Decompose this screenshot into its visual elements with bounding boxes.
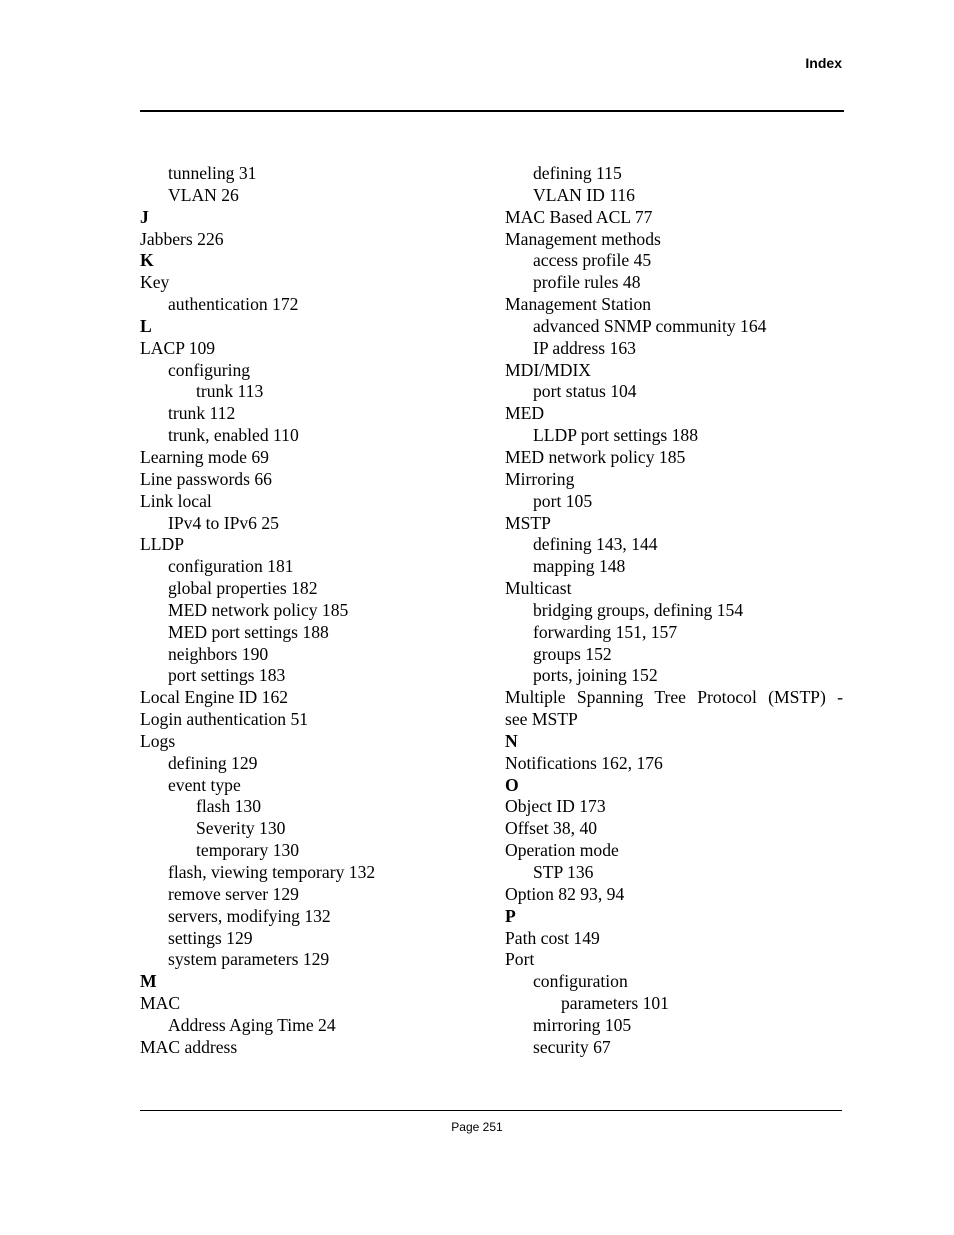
index-entry: forwarding 151, 157	[533, 621, 678, 642]
index-entry: advanced SNMP community 164	[533, 315, 767, 336]
index-entry: configuration 181	[168, 556, 294, 577]
index-entry: ports, joining 152	[533, 665, 658, 686]
index-entry: VLAN 26	[168, 184, 239, 205]
index-column-left	[140, 163, 480, 1059]
index-entry: servers, modifying 132	[168, 905, 331, 926]
index-entry: Address Aging Time 24	[168, 1014, 336, 1035]
index-letter-heading: K	[140, 250, 154, 271]
index-entry: port settings 183	[168, 665, 286, 686]
index-entry: MAC Based ACL 77	[505, 206, 653, 227]
index-entry: security 67	[533, 1036, 611, 1057]
index-entry: configuring	[168, 359, 251, 380]
index-letter-heading: O	[505, 774, 519, 795]
index-entry: VLAN ID 116	[533, 184, 635, 205]
index-entry: MED port settings 188	[168, 621, 329, 642]
index-entry: Port	[505, 949, 535, 970]
index-entry: remove server 129	[168, 883, 299, 904]
index-entry: tunneling 31	[168, 163, 257, 183]
index-entry: Line passwords 66	[140, 468, 272, 489]
index-entry: MAC	[140, 993, 181, 1014]
footer-divider	[140, 1110, 842, 1111]
index-entry: port status 104	[533, 381, 637, 402]
index-entry: bridging groups, defining 154	[533, 599, 744, 620]
index-entry: defining 143, 144	[533, 534, 658, 555]
index-entry: STP 136	[533, 862, 594, 882]
index-entry: Mirroring	[505, 468, 575, 489]
index-entry: profile rules 48	[533, 272, 641, 293]
index-entry: trunk 113	[196, 381, 264, 402]
index-entry: settings 129	[168, 927, 253, 948]
index-entry: LACP 109	[140, 337, 216, 358]
index-entry: Operation mode	[505, 840, 619, 861]
index-entry: authentication 172	[168, 294, 299, 315]
index-entry: see MSTP	[505, 709, 578, 730]
index-entry: flash, viewing temporary 132	[168, 862, 376, 882]
index-letter-heading: N	[505, 730, 518, 751]
index-column-right	[505, 163, 843, 1059]
index-letter-heading: M	[140, 971, 157, 992]
index-entry: port 105	[533, 490, 593, 511]
index-letter-heading: P	[505, 905, 516, 926]
index-entry: Object ID 173	[505, 796, 606, 817]
index-entry: LLDP port settings 188	[533, 425, 699, 446]
index-entry: neighbors 190	[168, 643, 269, 664]
index-entry: Management Station	[505, 294, 652, 315]
index-entry: defining 115	[533, 163, 622, 183]
index-entry: groups 152	[533, 643, 612, 664]
index-entry: mirroring 105	[533, 1014, 632, 1035]
index-entry: Link local	[140, 490, 212, 511]
index-entry: IPv4 to IPv6 25	[168, 512, 279, 533]
index-entry: Local Engine ID 162	[140, 687, 289, 708]
header-divider	[140, 110, 844, 112]
index-entry: Path cost 149	[505, 927, 600, 948]
index-entry: Multiple Spanning Tree Protocol (MSTP) -	[505, 687, 843, 708]
index-entry: MED	[505, 403, 545, 424]
index-entry: Option 82 93, 94	[505, 883, 625, 904]
index-entry: parameters 101	[561, 993, 669, 1014]
index-entry: system parameters 129	[168, 949, 330, 970]
index-entry: access profile 45	[533, 250, 652, 271]
index-entry: LLDP	[140, 534, 184, 555]
index-letter-heading: L	[140, 315, 152, 336]
index-entry: configuration	[533, 971, 628, 992]
index-entry: trunk, enabled 110	[168, 425, 299, 446]
index-entry: defining 129	[168, 752, 258, 773]
index-entry: Logs	[140, 730, 176, 751]
index-entry: MED network policy 185	[505, 446, 686, 467]
index-entry: event type	[168, 774, 241, 795]
index-entry: MED network policy 185	[168, 599, 349, 620]
index-entry: Jabbers 226	[140, 228, 224, 249]
index-entry: Learning mode 69	[140, 446, 269, 467]
index-entry: Key	[140, 272, 170, 293]
index-entry: Notifications 162, 176	[505, 752, 663, 773]
index-entry: flash 130	[196, 796, 261, 817]
index-entry: Management methods	[505, 228, 661, 249]
index-entry: MSTP	[505, 512, 551, 533]
index-entry: Login authentication 51	[140, 709, 309, 730]
index-entry: IP address 163	[533, 337, 636, 358]
index-entry: MAC address	[140, 1036, 238, 1057]
index-entry: Multicast	[505, 578, 572, 599]
index-entry: global properties 182	[168, 578, 318, 599]
page-number: Page 251	[451, 1120, 503, 1134]
index-entry: Severity 130	[196, 818, 286, 839]
index-entry: mapping 148	[533, 556, 626, 577]
index-entry: trunk 112	[168, 403, 236, 424]
index-entry: MDI/MDIX	[505, 359, 592, 380]
index-letter-heading: J	[140, 206, 149, 227]
index-entry: Offset 38, 40	[505, 818, 598, 839]
index-entry: temporary 130	[196, 840, 300, 861]
header-title: Index	[805, 55, 842, 71]
